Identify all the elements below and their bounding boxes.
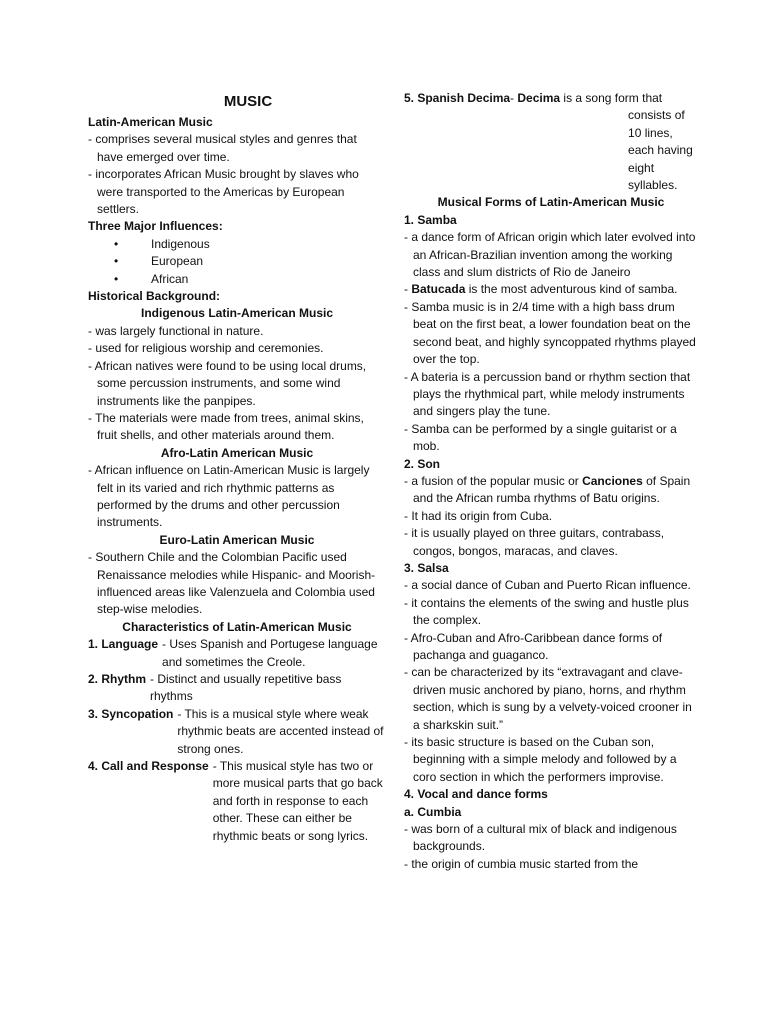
characteristic-term: 3. Syncopation <box>88 706 174 721</box>
list-item: - was born of a cultural mix of black and indigenous backgrounds. <box>404 822 677 854</box>
section-heading-influences: Three Major Influences: <box>88 219 223 234</box>
list-item: - African influence on Latin-American Music is largely felt in its varied and rich rhythmic patterns as performed by the drums and other percussion instruments. <box>88 463 370 530</box>
characteristic-term: 2. Rhythm <box>88 672 147 686</box>
characteristic-item <box>88 758 386 845</box>
list-item: - Southern Chile and the Colombian Pacific used Renaissance melodies while Hispanic- and Moorish- influenced areas like Valenzuela and Colombia used step-wise melodies. <box>88 550 376 617</box>
item-text: of Spain and the African rumba rhythms of Batu origins. <box>413 473 691 506</box>
left-column <box>88 90 386 845</box>
section-heading-samba: 1. Samba <box>404 212 457 227</box>
list-item: - its basic structure is based on the Cuban son, beginning with a simple melody and followed by a coro section in which the performers improvise. <box>404 735 677 784</box>
list-item: - a social dance of Cuban and Puerto Rican influence. <box>404 578 691 593</box>
list-item: - A bateria is a percussion band or rhythm section that plays the rhythmical part, while melody instruments and singers play the tune. <box>404 369 691 419</box>
subheading-indigenous: Indigenous Latin-American Music <box>140 306 334 321</box>
bullet-icon: • <box>114 271 119 286</box>
list-item: - a dance form of African origin which later evolved into an African-Brazilian invention among the working class and slum districts of Rio de Janeiro <box>404 230 696 280</box>
list-item <box>404 281 698 298</box>
bold-term: Batucada <box>411 282 466 297</box>
list-item: - Afro-Cuban and Afro-Caribbean dance forms of pachanga and guaganco. <box>404 630 663 662</box>
characteristic-item-decima <box>404 90 698 194</box>
list-item: - African natives were found to be using local drums, some percussion instruments, and some wind instruments like the panpipes. <box>88 358 367 408</box>
bullet-item <box>88 253 386 270</box>
section-heading-son: 2. Son <box>404 456 441 471</box>
item-text: - a fusion of the popular music or <box>404 473 583 488</box>
dash-text: - <box>510 91 518 105</box>
list-item: - was largely functional in nature. <box>88 323 264 338</box>
document-title: MUSIC <box>223 93 273 110</box>
characteristic-item <box>88 636 386 671</box>
characteristic-term: 1. Language <box>88 637 159 652</box>
section-heading-salsa: 3. Salsa <box>404 560 449 575</box>
list-item: - comprises several musical styles and genres that have emerged over time. <box>88 132 357 164</box>
subheading-euro-latin: Euro-Latin American Music <box>159 532 315 547</box>
list-item: - it is usually played on three guitars, contrabass, congos, bongos, maracas, and claves. <box>404 526 665 558</box>
dash-text: - <box>404 282 412 297</box>
list-item: - the origin of cumbia music started from the <box>404 856 639 871</box>
list-item: - It had its origin from Cuba. <box>404 508 553 523</box>
characteristic-term: 5. Spanish Decima <box>404 91 511 105</box>
characteristic-desc: - Uses Spanish and Portugese language and sometimes the Creole. <box>162 637 378 669</box>
list-item: - used for religious worship and ceremonies. <box>88 341 324 356</box>
characteristic-term: 4. Call and Response <box>88 759 209 774</box>
bullet-text: African <box>151 271 189 286</box>
characteristic-item <box>88 706 386 758</box>
characteristic-item <box>88 671 386 706</box>
subheading-characteristics: Characteristics of Latin-American Music <box>122 619 352 634</box>
characteristic-desc <box>510 90 698 194</box>
bold-term: Canciones <box>582 473 643 488</box>
subheading-afro-latin: Afro-Latin American Music <box>160 445 314 460</box>
list-item <box>404 473 698 508</box>
bullet-icon: • <box>114 236 119 251</box>
item-text: is the most adventurous kind of samba. <box>465 282 678 297</box>
list-item: - it contains the elements of the swing and hustle plus the complex. <box>404 595 689 628</box>
section-heading-latin-american-music: Latin-American Music <box>88 115 213 129</box>
list-item: - Samba music is in 2/4 time with a high bass drum beat on the first beat, a lower foundation beat on the second beat, and highly syncoppated rhythms played over the top. <box>404 299 696 367</box>
bullet-icon: • <box>114 254 119 269</box>
characteristic-desc: - This is a musical style where weak rhythmic beats are accented instead of strong ones. <box>177 706 384 756</box>
right-column <box>404 90 698 873</box>
subheading-cumbia: a. Cumbia <box>404 804 462 819</box>
bullet-item <box>88 236 386 253</box>
subheading-musical-forms: Musical Forms of Latin-American Music <box>437 195 665 210</box>
list-item: - The materials were made from trees, animal skins, fruit shells, and other materials around them. <box>88 410 364 443</box>
characteristic-desc: - Distinct and usually repetitive bass rhythms <box>150 672 342 704</box>
characteristic-desc: - This musical style has two or more musical parts that go back and forth in response to each other. These can either be rhythmic beats or song lyrics. <box>212 759 383 843</box>
list-item: - Samba can be performed by a single guitarist or a mob. <box>404 421 677 454</box>
bullet-item <box>88 271 386 288</box>
section-heading-vocal-dance: 4. Vocal and dance forms <box>404 787 548 802</box>
bullet-text: Indigenous <box>151 236 210 251</box>
list-item: - can be characterized by its “extravagant and clave-driven music anchored by piano, horns, and rhythm section, which is sung by a velvety-voiced crooner in a sharkskin suit.” <box>404 665 692 732</box>
section-heading-historical-background: Historical Background: <box>88 289 221 304</box>
bullet-text: European <box>151 254 204 269</box>
desc-text: is a song form that consists of 10 lines, each having eight syllables. <box>560 91 693 193</box>
bold-term: Decima <box>517 91 561 105</box>
list-item: - incorporates African Music brought by slaves who were transported to the Americas by European settlers. <box>88 167 359 217</box>
